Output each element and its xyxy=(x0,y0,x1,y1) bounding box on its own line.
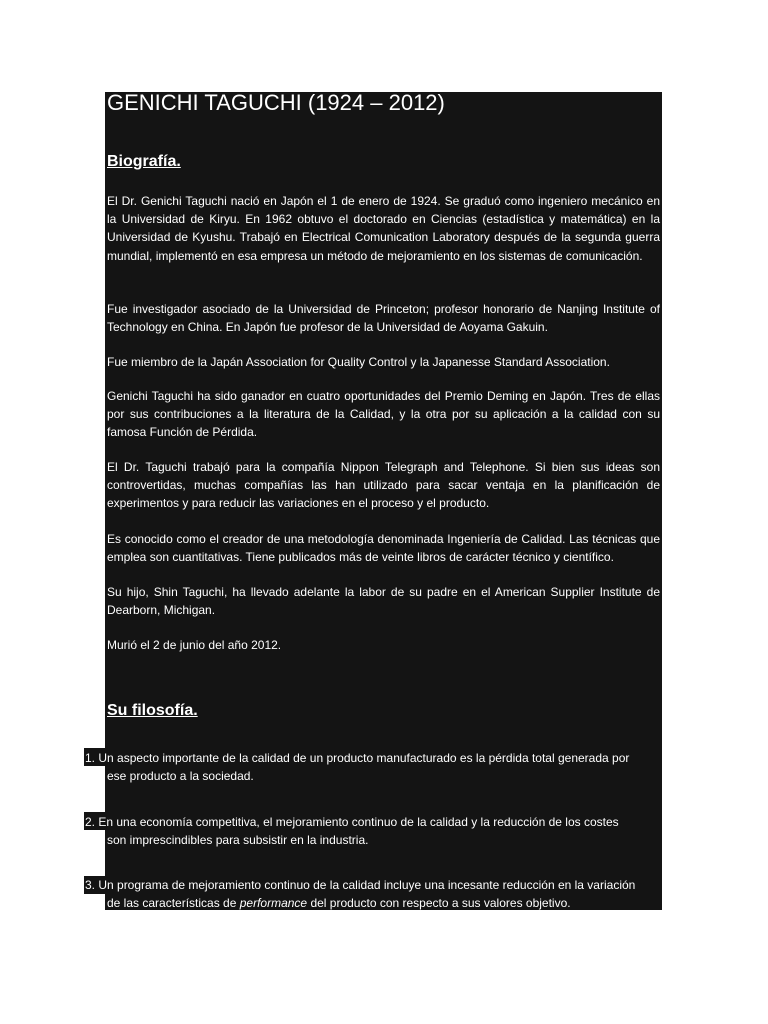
philosophy-item-1-line-2: ese producto a la sociedad. xyxy=(107,769,254,784)
biography-paragraph-3: Fue miembro de la Japán Association for Quality Control y la Japanesse Standard Association. xyxy=(107,355,610,369)
philosophy-item-1-line-1: 1. Un aspecto importante de la calidad de un producto manufacturado es la pérdida total generada por xyxy=(85,751,630,765)
biography-paragraph-5: El Dr. Taguchi trabajó para la compañía Nippon Telegraph and Telephone. Si bien sus ideas son controvertidas, muchas compañías las han utilizado para sacar ventaja en la planificación de experimentos y para reducir las variaciones en el proceso y el producto. xyxy=(107,460,660,511)
biography-paragraph-2: Fue investigador asociado de la Universidad de Princeton; profesor honorario de Nanjing Institute of Technology en China. En Japón fue profesor de la Universidad de Aoyama Gakuin. xyxy=(107,302,660,335)
biography-heading: Biografía. xyxy=(107,153,181,170)
philosophy-item-3-text-b: del producto con respecto a sus valores objetivo. xyxy=(307,896,571,911)
biography-paragraph-8: Murió el 2 de junio del año 2012. xyxy=(107,638,282,652)
philosophy-item-2-line-2: son imprescindibles para subsistir en la industria. xyxy=(107,833,369,848)
philosophy-item-3-italic: performance xyxy=(239,896,308,911)
philosophy-item-3-line-2 xyxy=(85,894,660,912)
philosophy-item-3 xyxy=(85,876,660,912)
philosophy-item-2-line-1: 2. En una economía competitiva, el mejoramiento continuo de la calidad y la reducción de los costes xyxy=(85,815,619,829)
biography-paragraph-7: Su hijo, Shin Taguchi, ha llevado adelante la labor de su padre en el American Supplier Institute de Dearborn, Michigan. xyxy=(107,585,660,618)
page-title: GENICHI TAGUCHI (1924 – 2012) xyxy=(107,90,445,115)
philosophy-item-3-line-1: 3. Un programa de mejoramiento continuo de la calidad incluye una incesante reducción en la variación xyxy=(85,878,636,892)
philosophy-item-3-text-a: de las características de xyxy=(107,896,240,911)
biography-paragraph-4: Genichi Taguchi ha sido ganador en cuatro oportunidades del Premio Deming en Japón. Tres de ellas por sus contribuciones a la literatura de la Calidad, y la otra por su aplicación a la calidad con su famosa Función de Pérdida. xyxy=(107,389,660,440)
philosophy-heading: Su filosofía. xyxy=(107,702,198,719)
biography-paragraph-1: El Dr. Genichi Taguchi nació en Japón el 1 de enero de 1924. Se graduó como ingeniero mecánico en la Universidad de Kiryu. En 1962 obtuvo el doctorado en Ciencias (estadística y matemática) en la Universidad de Kyushu. Trabajó en Electrical Comunication Laboratory después de la segunda guerra mundial, implementó en esa empresa un método de mejoramiento en los sistemas de comunicación. xyxy=(107,194,660,263)
philosophy-item-1 xyxy=(85,749,660,785)
biography-paragraph-6: Es conocido como el creador de una metodología denominada Ingeniería de Calidad. Las técnicas que emplea son cuantitativas. Tiene publicados más de veinte libros de carácter técnico y científico. xyxy=(107,532,660,565)
philosophy-item-2 xyxy=(85,813,660,849)
